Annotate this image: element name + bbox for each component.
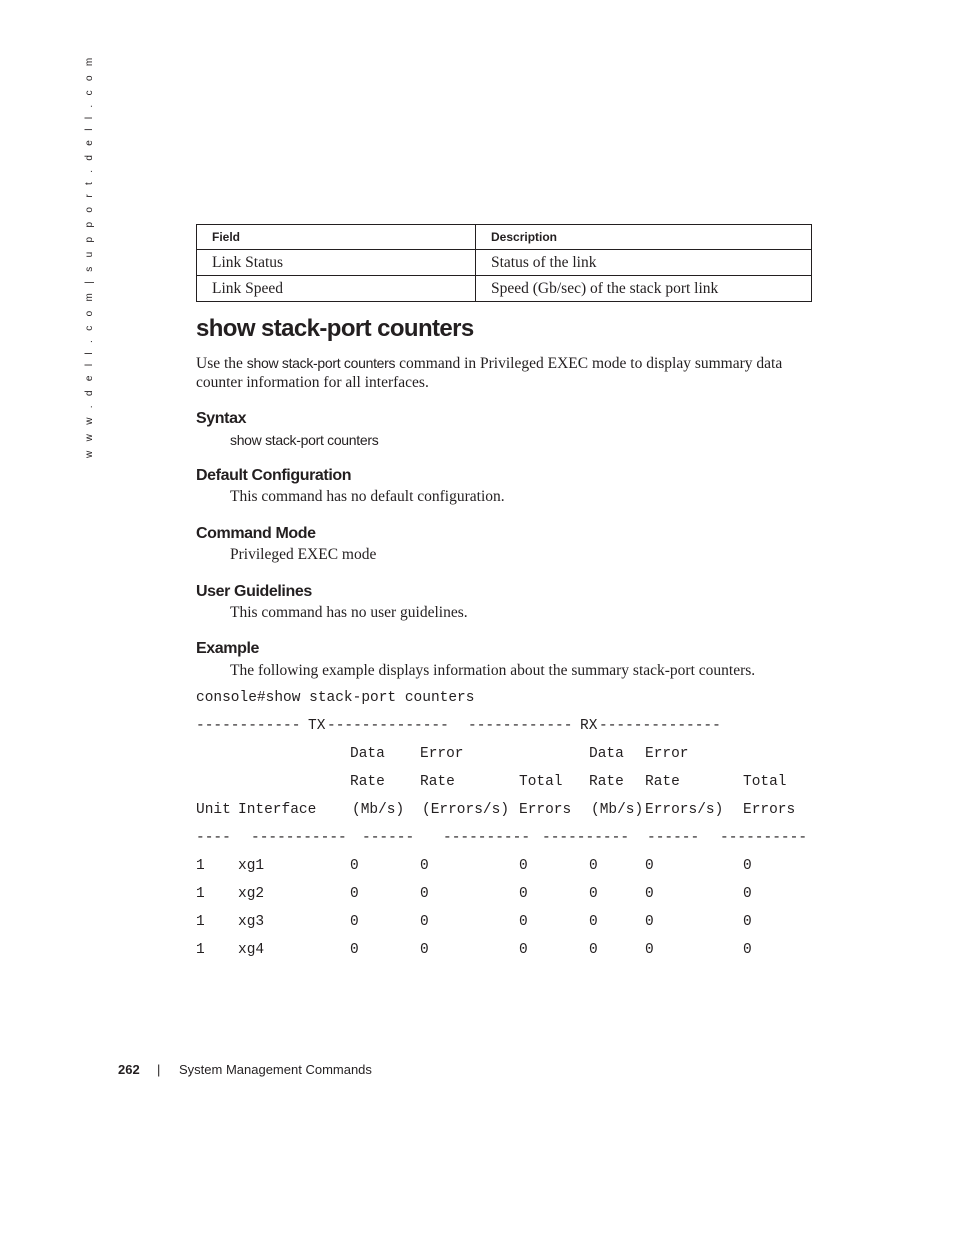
- description-cell: Speed (Gb/sec) of the stack port link: [476, 276, 812, 302]
- value-cell: 0: [350, 942, 359, 958]
- syntax-text: show stack-port counters: [230, 432, 379, 448]
- default-configuration-text: This command has no default configuration.: [230, 488, 505, 505]
- value-cell: 0: [743, 858, 752, 874]
- header-cell: (Mb/s): [352, 802, 405, 818]
- value-cell: 0: [350, 914, 359, 930]
- unit-cell: 1: [196, 942, 205, 958]
- value-cell: 0: [743, 914, 752, 930]
- rx-dashes-left: ------------: [468, 718, 573, 734]
- value-cell: 0: [589, 942, 598, 958]
- rule-cell: ----------: [542, 830, 630, 846]
- rule-cell: ----------: [443, 830, 531, 846]
- column-header-description: Description: [476, 225, 812, 250]
- example-text: The following example displays information about the summary stack-port counters.: [230, 662, 756, 679]
- value-cell: 0: [420, 914, 429, 930]
- value-cell: 0: [350, 886, 359, 902]
- value-cell: 0: [519, 942, 528, 958]
- header-cell: Rate: [350, 774, 385, 790]
- value-cell: 0: [519, 886, 528, 902]
- rule-cell: ------: [647, 830, 700, 846]
- command-mode-text: Privileged EXEC mode: [230, 546, 377, 563]
- value-cell: 0: [589, 914, 598, 930]
- rx-dashes-right: --------------: [599, 718, 721, 734]
- value-cell: 0: [645, 858, 654, 874]
- header-cell: Total: [519, 774, 563, 790]
- syntax-heading: Syntax: [196, 410, 247, 427]
- header-cell: (Errors/s): [422, 802, 510, 818]
- intro-text-after: command in Privileged EXEC mode to display summary data counter information for all interfaces.: [196, 355, 783, 391]
- description-cell: Status of the link: [476, 250, 812, 276]
- rule-cell: -----------: [251, 830, 347, 846]
- value-cell: 0: [645, 886, 654, 902]
- tx-dashes-right: --------------: [327, 718, 449, 734]
- rx-label: RX: [580, 718, 598, 734]
- value-cell: 0: [420, 858, 429, 874]
- user-guidelines-heading: User Guidelines: [196, 583, 312, 600]
- intro-text-before: Use the: [196, 355, 247, 372]
- page-number: 262: [118, 1062, 140, 1077]
- header-cell: Unit: [196, 802, 231, 818]
- example-heading: Example: [196, 640, 260, 657]
- header-cell: Errors: [743, 802, 796, 818]
- field-cell: Link Status: [197, 250, 476, 276]
- rule-cell: ----: [196, 830, 231, 846]
- intro-command: show stack-port counters: [246, 355, 396, 371]
- interface-cell: xg2: [238, 886, 265, 902]
- column-header-field: Field: [197, 225, 476, 250]
- header-cell: Data: [589, 746, 624, 762]
- header-cell: Data: [350, 746, 385, 762]
- table-row: [197, 276, 812, 302]
- header-cell: Rate: [645, 774, 680, 790]
- header-cell: Error: [420, 746, 464, 762]
- footer-separator: |: [157, 1062, 161, 1077]
- value-cell: 0: [519, 858, 528, 874]
- header-cell: (Mb/s): [591, 802, 644, 818]
- footer-section-title: System Management Commands: [179, 1062, 372, 1077]
- unit-cell: 1: [196, 914, 205, 930]
- header-cell: Error: [645, 746, 689, 762]
- page-title: show stack-port counters: [196, 315, 474, 342]
- unit-cell: 1: [196, 858, 205, 874]
- value-cell: 0: [519, 914, 528, 930]
- header-cell: Errors/s): [645, 802, 724, 818]
- rule-cell: ----------: [720, 830, 808, 846]
- header-cell: Interface: [238, 802, 317, 818]
- value-cell: 0: [743, 886, 752, 902]
- interface-cell: xg1: [238, 858, 265, 874]
- tx-dashes-left: ------------: [196, 718, 301, 734]
- interface-cell: xg3: [238, 914, 265, 930]
- header-cell: Total: [743, 774, 787, 790]
- tx-label: TX: [308, 718, 326, 734]
- value-cell: 0: [420, 942, 429, 958]
- default-configuration-heading: Default Configuration: [196, 467, 352, 484]
- value-cell: 0: [645, 914, 654, 930]
- value-cell: 0: [743, 942, 752, 958]
- value-cell: 0: [589, 886, 598, 902]
- intro-paragraph: [196, 354, 816, 392]
- table-row: [197, 250, 812, 276]
- header-cell: Errors: [519, 802, 572, 818]
- value-cell: 0: [350, 858, 359, 874]
- command-mode-heading: Command Mode: [196, 525, 316, 542]
- user-guidelines-text: This command has no user guidelines.: [230, 604, 468, 621]
- header-cell: Rate: [589, 774, 624, 790]
- interface-cell: xg4: [238, 942, 265, 958]
- console-command: console#show stack-port counters: [196, 690, 475, 706]
- rule-cell: ------: [362, 830, 415, 846]
- side-url: w w w . d e l l . c o m | s u p p o r t . d e l l . c o m: [84, 54, 95, 458]
- page-footer: [0, 1062, 954, 1082]
- field-description-table: [196, 224, 812, 302]
- value-cell: 0: [420, 886, 429, 902]
- unit-cell: 1: [196, 886, 205, 902]
- field-cell: Link Speed: [197, 276, 476, 302]
- value-cell: 0: [589, 858, 598, 874]
- table-header-row: [197, 225, 812, 250]
- value-cell: 0: [645, 942, 654, 958]
- header-cell: Rate: [420, 774, 455, 790]
